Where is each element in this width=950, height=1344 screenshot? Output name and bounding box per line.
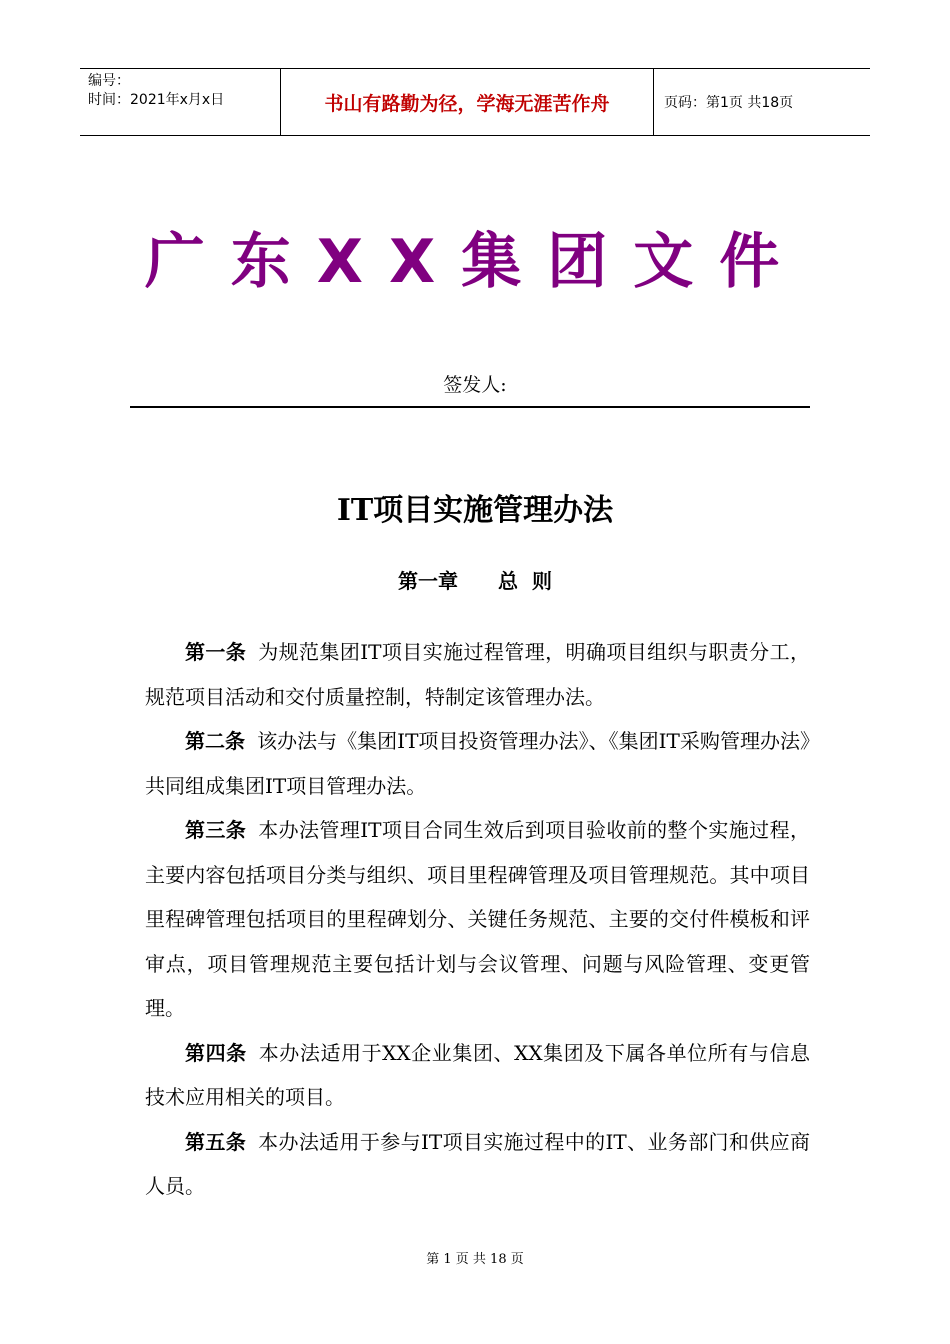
document-main-title: IT项目实施管理办法: [336, 493, 614, 528]
article-1: [145, 630, 810, 719]
document-header-table: [80, 68, 870, 136]
article-3: [145, 808, 810, 1031]
header-motto: 书山有路勤为径，学海无涯苦作舟: [281, 69, 654, 135]
article-2: [145, 719, 810, 808]
signer-label: 签发人:: [443, 374, 507, 396]
document-date: 时间：2021年x月x日: [88, 92, 225, 108]
document-issuer-title: 广东XX集团文件: [144, 227, 806, 297]
article-text: 为规范集团IT项目实施过程管理，明确项目组织与职责分工，规范项目活动和交付质量控制，特制定该管理办法。: [145, 640, 810, 709]
chapter-number: 第一章: [398, 569, 459, 593]
header-meta-cell: [80, 69, 281, 135]
article-label: 第三条: [185, 818, 247, 842]
header-page-info: 页码：第1页 共18页: [664, 95, 794, 111]
header-divider: [130, 406, 810, 408]
article-label: 第二条: [185, 729, 246, 753]
chapter-heading: [0, 565, 950, 594]
article-4: [145, 1031, 810, 1120]
article-label: 第一条: [185, 640, 247, 664]
document-number-label: 编号：: [88, 73, 130, 89]
chapter-name: 总 则: [498, 569, 552, 593]
article-label: 第四条: [185, 1040, 247, 1065]
article-5: [145, 1120, 810, 1209]
page-footer: 第 1 页 共 18 页: [426, 1252, 524, 1267]
article-label: 第五条: [185, 1129, 247, 1154]
article-text: 该办法与《集团IT项目投资管理办法》、《集团IT采购管理办法》共同组成集团IT项目管理办法。: [145, 729, 811, 798]
document-body: [145, 630, 810, 1209]
article-text: 本办法适用于XX企业集团、XX集团及下属各单位所有与信息技术应用相关的项目。: [145, 1040, 811, 1109]
article-text: 本办法管理IT项目合同生效后到项目验收前的整个实施过程，主要内容包括项目分类与组织、项目里程碑管理及项目管理规范。其中项目里程碑管理包括项目的里程碑划分、关键任务规范、主要的交付件模板和评审点，项目管理规范主要包括计划与会议管理、问题与风险管理、变更管理。: [145, 818, 810, 1020]
article-text: 本办法适用于参与IT项目实施过程中的IT、业务部门和供应商人员。: [145, 1129, 811, 1198]
